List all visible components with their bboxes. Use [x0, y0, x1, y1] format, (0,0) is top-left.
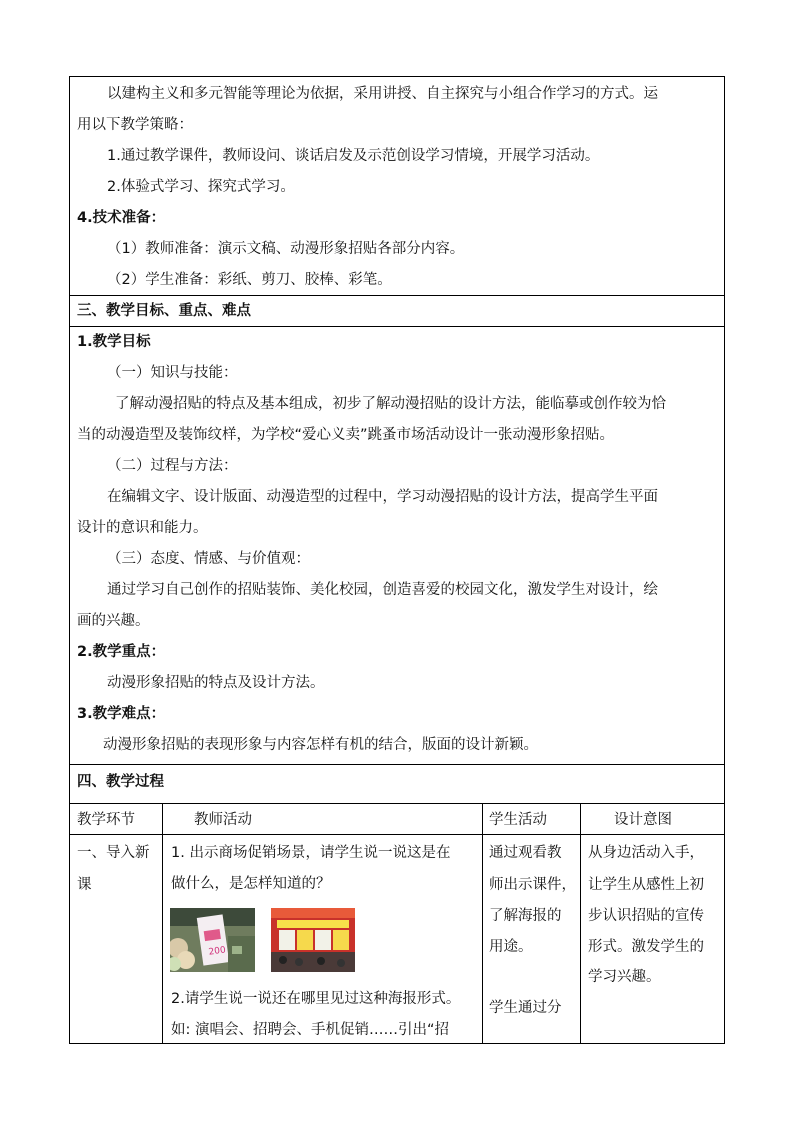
knowledge-text: 当的动漫造型及装饰纹样，为学校“爱心义卖”跳蚤市场活动设计一张动漫形象招贴。	[77, 427, 615, 443]
table-border-left	[69, 76, 70, 1044]
table-border-top	[69, 76, 725, 77]
teacher-activity: 如: 演唱会、招聘会、手机促销……引出“招	[171, 1022, 450, 1038]
strategy-paragraph-line: 用以下教学策略：	[77, 117, 193, 133]
divider	[69, 764, 725, 765]
teacher-activity: 做什么，是怎样知道的？	[171, 876, 331, 892]
process-text: 设计的意识和能力。	[77, 520, 208, 536]
divider	[69, 326, 725, 327]
difficult-text: 动漫形象招贴的表现形象与内容怎样有机的结合，版面的设计新颖。	[103, 737, 538, 753]
table-border-bottom	[69, 1043, 725, 1044]
student-activity: 师出示课件，	[489, 877, 576, 893]
stage-cell: 课	[77, 877, 92, 893]
goal-heading: 1.教学目标	[77, 334, 151, 350]
process-label: （二）过程与方法：	[107, 458, 238, 474]
column-divider	[482, 803, 483, 1044]
design-intent: 步认识招贴的宣传	[588, 908, 704, 924]
stage-cell: 一、导入新	[77, 845, 150, 861]
table-header-student: 学生活动	[489, 812, 547, 828]
promotion-banner-photo	[271, 908, 355, 972]
tech-teacher: （1）教师准备：演示文稿、动漫形象招贴各部分内容。	[107, 241, 465, 257]
table-header-stage: 教学环节	[77, 812, 135, 828]
divider	[69, 295, 725, 296]
divider	[69, 834, 725, 835]
mall-promotion-photo	[170, 908, 255, 972]
student-activity: 用途。	[489, 939, 533, 955]
design-intent: 从身边活动入手，	[588, 845, 704, 861]
strategy-paragraph-line: 以建构主义和多元智能等理论为依据，采用讲授、自主探究与小组合作学习的方式。运	[107, 86, 658, 102]
design-intent: 学习兴趣。	[588, 969, 661, 985]
table-header-teacher: 教师活动	[194, 812, 252, 828]
design-intent: 让学生从感性上初	[588, 877, 704, 893]
knowledge-text: 了解动漫招贴的特点及基本组成，初步了解动漫招贴的设计方法，能临摹或创作较为恰	[115, 396, 666, 412]
key-text: 动漫形象招贴的特点及设计方法。	[107, 675, 325, 691]
student-activity: 学生通过分	[489, 1000, 562, 1016]
strategy-item: 1.通过教学课件，教师设问、谈话启发及示范创设学习情境，开展学习活动。	[107, 148, 600, 164]
svg-text:200: 200	[208, 945, 227, 958]
student-activity: 了解海报的	[489, 908, 562, 924]
process-text: 在编辑文字、设计版面、动漫造型的过程中，学习动漫招贴的设计方法，提高学生平面	[107, 489, 658, 505]
teacher-activity: 1. 出示商场促销场景，请学生说一说这是在	[171, 845, 451, 861]
lesson-plan-page	[69, 76, 725, 1044]
tech-student: （2）学生准备：彩纸、剪刀、胶棒、彩笔。	[107, 272, 392, 288]
student-activity: 通过观看教	[489, 845, 562, 861]
section-title: 四、教学过程	[77, 774, 164, 790]
table-border-right	[724, 76, 725, 1044]
column-divider	[162, 803, 163, 1044]
key-heading: 2.教学重点：	[77, 644, 166, 660]
difficult-heading: 3.教学难点：	[77, 706, 166, 722]
attitude-text: 画的兴趣。	[77, 613, 150, 629]
strategy-item: 2.体验式学习、探究式学习。	[107, 179, 295, 195]
knowledge-label: （一）知识与技能：	[107, 365, 238, 381]
section-title: 三、教学目标、重点、难点	[77, 303, 251, 319]
teacher-activity: 2.请学生说一说还在哪里见过这种海报形式。	[171, 991, 461, 1007]
attitude-text: 通过学习自己创作的招贴装饰、美化校园，创造喜爱的校园文化，激发学生对设计，绘	[107, 582, 658, 598]
column-divider	[580, 803, 581, 1044]
table-header-intent: 设计意图	[614, 812, 672, 828]
tech-heading: 4.技术准备：	[77, 210, 166, 226]
divider	[69, 803, 725, 804]
design-intent: 形式。激发学生的	[588, 939, 704, 955]
attitude-label: （三）态度、情感、与价值观：	[107, 551, 310, 567]
